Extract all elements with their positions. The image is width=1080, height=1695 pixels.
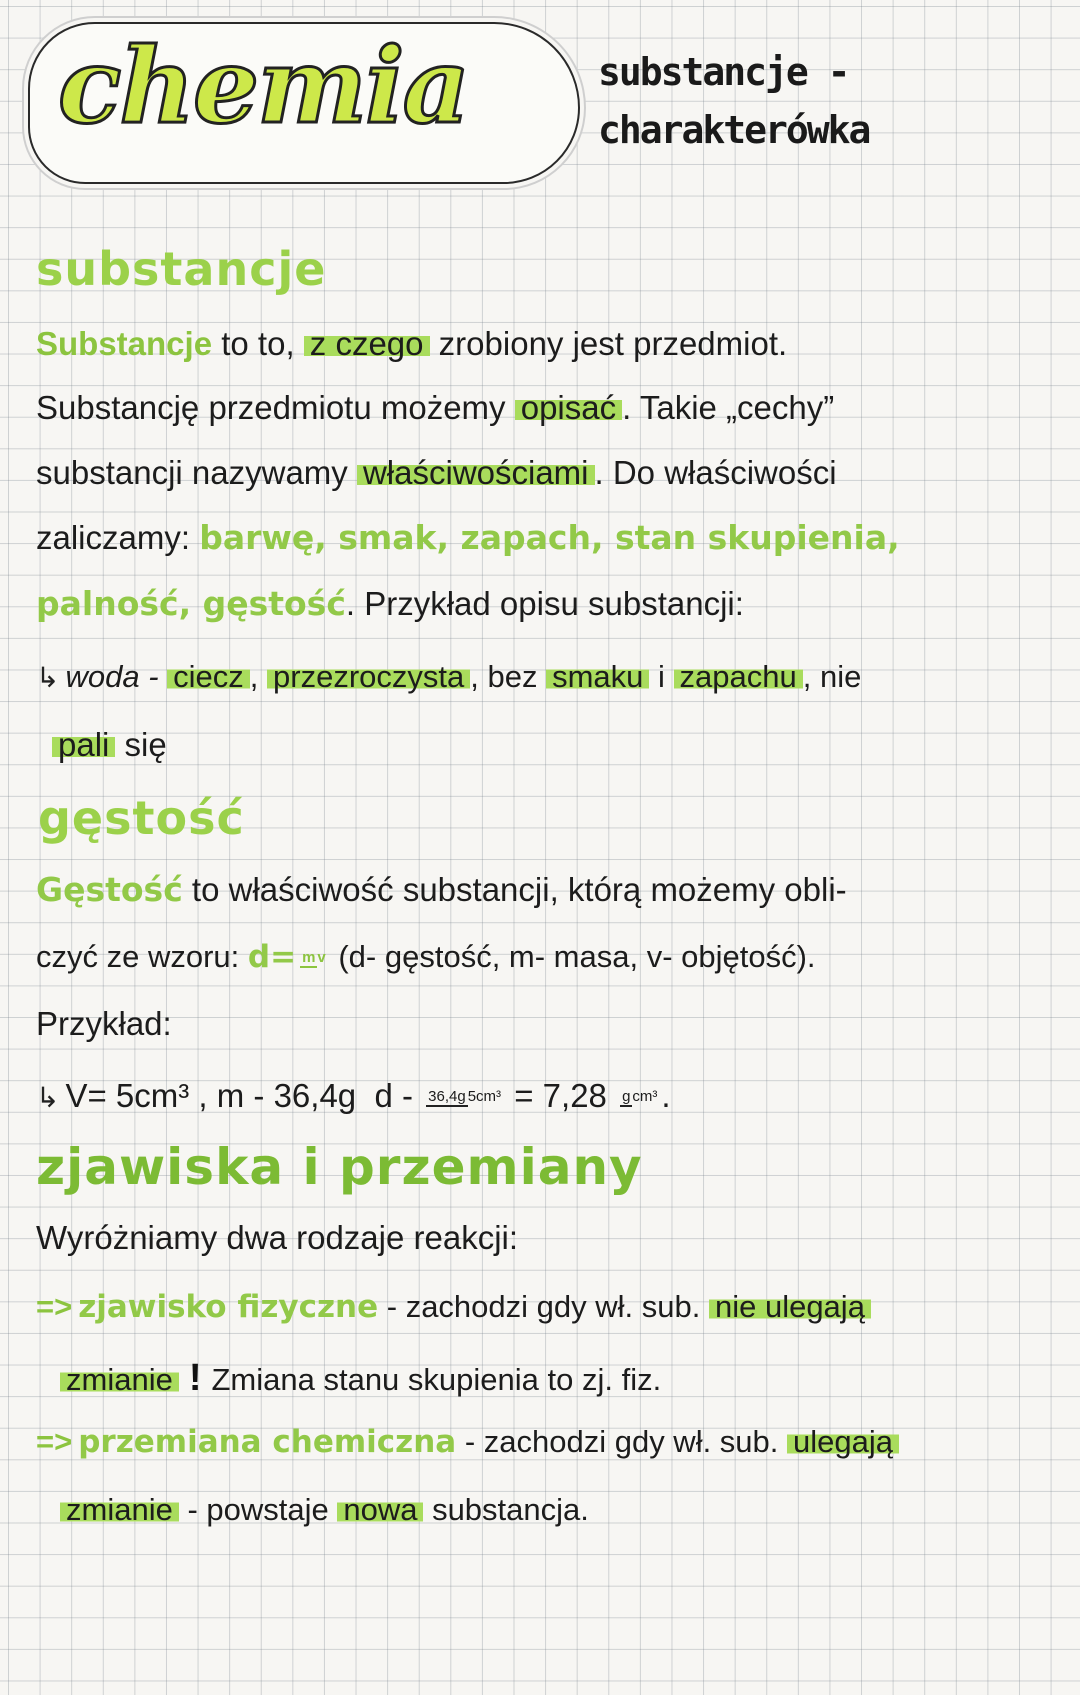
section-heading-substancje: substancje xyxy=(36,242,327,296)
text-line xyxy=(36,1078,671,1114)
text-line xyxy=(36,1290,871,1324)
text: to właściwość substancji, którą możemy obli- xyxy=(182,871,847,908)
text: V= 5cm³ , m - 36,4g d - xyxy=(65,1077,423,1114)
text: Zmiana stanu skupienia to zj. fiz. xyxy=(211,1362,662,1397)
text-line xyxy=(36,520,900,556)
highlight: pali xyxy=(52,727,115,763)
formula-fraction xyxy=(300,950,326,968)
text-line xyxy=(36,872,847,908)
formula: d= xyxy=(247,939,297,975)
text: = 7,28 xyxy=(505,1077,617,1114)
page-subtitle-line2: charakterówka xyxy=(598,108,870,152)
text: - zachodzi gdy wł. sub. xyxy=(378,1289,709,1324)
text-line xyxy=(36,1425,899,1459)
example-fraction xyxy=(426,1089,501,1107)
page-subtitle-line1: substancje - xyxy=(598,50,849,94)
section-heading-zjawiska: zjawiska i przemiany xyxy=(36,1138,643,1196)
highlight: z czego xyxy=(304,326,430,362)
fraction-denominator: cm³ xyxy=(632,1088,658,1106)
text: i xyxy=(649,659,674,694)
text-line xyxy=(60,1493,589,1527)
text: czyć ze wzoru: xyxy=(36,939,248,974)
text-line xyxy=(52,727,167,763)
term: Gęstość xyxy=(36,870,183,909)
arrow-icon: => xyxy=(36,1424,73,1459)
text: substancja. xyxy=(423,1492,589,1527)
fraction-numerator: 36,4g xyxy=(428,1088,466,1106)
text: . Przykład opisu substancji: xyxy=(345,585,744,622)
highlight: zmianie xyxy=(60,1363,179,1397)
fraction-denominator: v xyxy=(317,948,326,966)
properties-list: palność, gęstość xyxy=(36,584,346,623)
highlight: ciecz xyxy=(167,660,250,694)
text: , xyxy=(249,659,268,694)
term: Substancje xyxy=(36,325,213,362)
highlight: zapachu xyxy=(674,660,803,694)
text: (d- gęstość, m- masa, v- objętość). xyxy=(329,939,816,974)
text-line xyxy=(36,660,861,694)
term: zjawisko fizyczne xyxy=(78,1289,379,1325)
text-line xyxy=(36,326,787,362)
text: zaliczamy: xyxy=(36,519,200,556)
fraction-numerator: g xyxy=(622,1088,631,1106)
text: Substancję przedmiotu możemy xyxy=(36,389,515,426)
highlight: zmianie xyxy=(60,1493,179,1527)
text: . xyxy=(661,1077,671,1114)
highlight: właściwościami xyxy=(357,455,595,491)
highlight: przezroczysta xyxy=(267,660,470,694)
text: , bez xyxy=(470,659,547,694)
fraction-numerator: m xyxy=(302,948,316,966)
unit-fraction xyxy=(620,1089,657,1107)
text-line xyxy=(36,940,816,974)
text-line xyxy=(60,1358,661,1400)
text: - powstaje xyxy=(178,1492,338,1527)
arrow-icon: ↳ xyxy=(36,662,60,693)
text: zrobiony jest przedmiot. xyxy=(429,325,788,362)
highlight: ulegają xyxy=(787,1425,899,1459)
text: , nie xyxy=(802,659,862,694)
text: - zachodzi gdy wł. sub. xyxy=(456,1424,788,1459)
text: woda - xyxy=(65,659,168,694)
page-title: chemia xyxy=(58,24,469,147)
highlight: smaku xyxy=(546,660,649,694)
highlight: nowa xyxy=(337,1493,423,1527)
text: się xyxy=(115,726,167,763)
text: Wyróżniamy dwa rodzaje reakcji: xyxy=(36,1219,519,1256)
text: Przykład: xyxy=(36,1005,172,1042)
term: przemiana chemiczna xyxy=(78,1424,457,1460)
text: to to, xyxy=(212,325,304,362)
highlight: opisać xyxy=(515,390,622,426)
section-heading-gestosc: gęstość xyxy=(38,791,245,845)
text-line xyxy=(36,1006,172,1042)
text-line xyxy=(36,390,834,426)
arrow-icon: => xyxy=(36,1289,73,1324)
text: . Takie „cechy” xyxy=(622,389,835,426)
exclamation-icon: ! xyxy=(188,1357,202,1399)
properties-list: barwę, smak, zapach, stan skupienia, xyxy=(199,518,900,557)
highlight: nie ulegają xyxy=(709,1290,871,1324)
fraction-denominator: 5cm³ xyxy=(467,1088,502,1106)
text-line xyxy=(36,586,744,622)
text-line xyxy=(36,455,837,491)
text-line xyxy=(36,1220,518,1256)
text: substancji nazywamy xyxy=(36,454,357,491)
arrow-icon: ↳ xyxy=(36,1082,60,1113)
text: . Do właściwości xyxy=(594,454,837,491)
